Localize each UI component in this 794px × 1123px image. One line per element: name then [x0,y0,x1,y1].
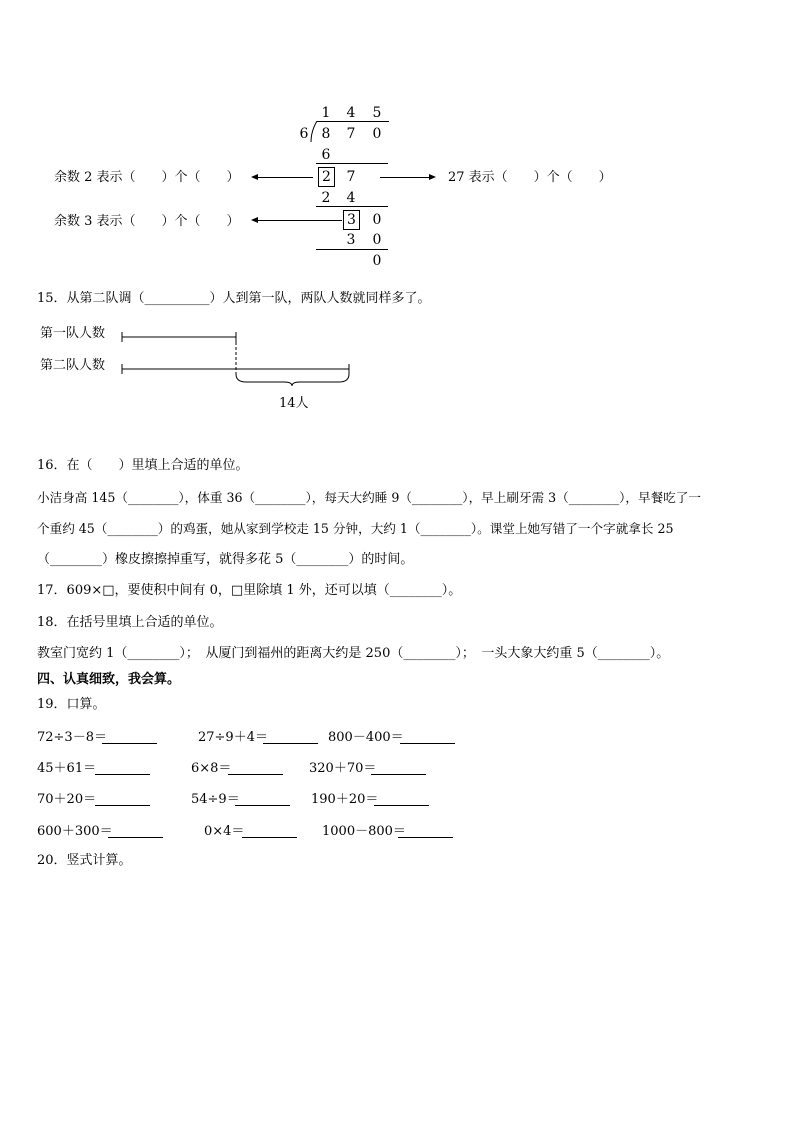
answer-blank[interactable] [95,774,150,775]
calc-item: 190＋20＝ [311,792,379,807]
divisor: 6 [299,126,309,142]
final-remainder: 0 [372,253,382,269]
calc-item: 1000－800＝ [322,824,406,839]
division-bar [317,121,389,122]
quotient-digit: 5 [372,105,382,121]
question-17: 17．609×□，要使积中间有 0，□里除填 1 外，还可以填（________）。 [37,583,462,598]
answer-blank[interactable] [400,743,455,744]
remainder-box: 3 [343,210,360,230]
section-4-title: 四、认真细致，我会算。 [37,672,181,687]
label-27: 27 表示（ ）个（ ） [448,170,612,185]
quotient-digit: 1 [321,105,331,121]
arrow-line [257,177,313,178]
answer-blank[interactable] [102,743,157,744]
calc-item: 320＋70＝ [309,761,377,776]
answer-blank[interactable] [374,805,429,806]
question-18-line: 教室门宽约 1（________）； 从厦门到福州的距离大约是 250（________）； 一头大象大约重 5（________）。 [37,646,670,661]
team2-label: 第二队人数 [40,358,106,373]
dividend-digit: 0 [372,126,382,142]
step-line [316,249,388,250]
step-line [316,206,388,207]
product-digit: 3 [346,232,356,248]
answer-blank[interactable] [371,774,426,775]
label-remainder-3: 余数 3 表示（ ）个（ ） [54,214,240,229]
segment-diagram [118,326,358,386]
product-digit: 6 [321,147,331,163]
answer-blank[interactable] [108,837,163,838]
product-digit: 2 [321,190,331,206]
difference-label: 14人 [279,396,309,411]
answer-blank[interactable] [263,743,318,744]
brought-down-digit: 0 [372,212,382,228]
question-16-title: 16．在（ ）里填上合适的单位。 [37,458,249,473]
question-15: 15．从第二队调（__________）人到第一队，两队人数就同样多了。 [37,291,431,306]
arrow-line [257,220,342,221]
calc-item: 27÷9＋4＝ [198,730,268,745]
arrow-line [380,177,430,178]
arrow-right-icon [429,174,436,180]
question-19-title: 19．口算。 [37,697,106,712]
remainder-box: 2 [318,167,335,187]
answer-blank[interactable] [228,774,283,775]
calc-item: 0×4＝ [204,824,245,839]
product-digit: 4 [346,190,356,206]
team1-label: 第一队人数 [40,326,106,341]
calc-item: 800－400＝ [328,730,404,745]
calc-item: 6×8＝ [191,761,232,776]
dividend-digit: 8 [321,126,331,142]
answer-blank[interactable] [398,837,453,838]
question-16-line1: 小洁身高 145（________），体重 36（________），每天大约睡 9（________），早上刷牙需 3（________），早餐吃了一 [37,490,701,505]
question-16-line3: （________）橡皮擦擦掉重写，就得多花 5（________）的时间。 [37,552,414,567]
answer-blank[interactable] [242,837,297,838]
quotient-digit: 4 [346,105,356,121]
question-18-title: 18．在括号里填上合适的单位。 [37,615,223,630]
step-line [316,163,388,164]
label-remainder-2: 余数 2 表示（ ）个（ ） [54,170,240,185]
answer-blank[interactable] [95,805,150,806]
dividend-digit: 7 [346,126,356,142]
answer-blank[interactable] [235,805,290,806]
calc-item: 70＋20＝ [37,792,97,807]
calc-item: 72÷3－8＝ [37,730,107,745]
calc-item: 45＋61＝ [37,761,97,776]
calc-item: 600＋300＝ [37,824,113,839]
question-16-line2: 个重约 45（________）的鸡蛋，她从家到学校走 15 分钟，大约 1（________）。课堂上她写错了一个字就拿长 25 [37,521,674,536]
brought-down-digit: 7 [346,169,356,185]
calc-item: 54÷9＝ [191,792,240,807]
question-20-title: 20．竖式计算。 [37,853,132,868]
product-digit: 0 [372,232,382,248]
